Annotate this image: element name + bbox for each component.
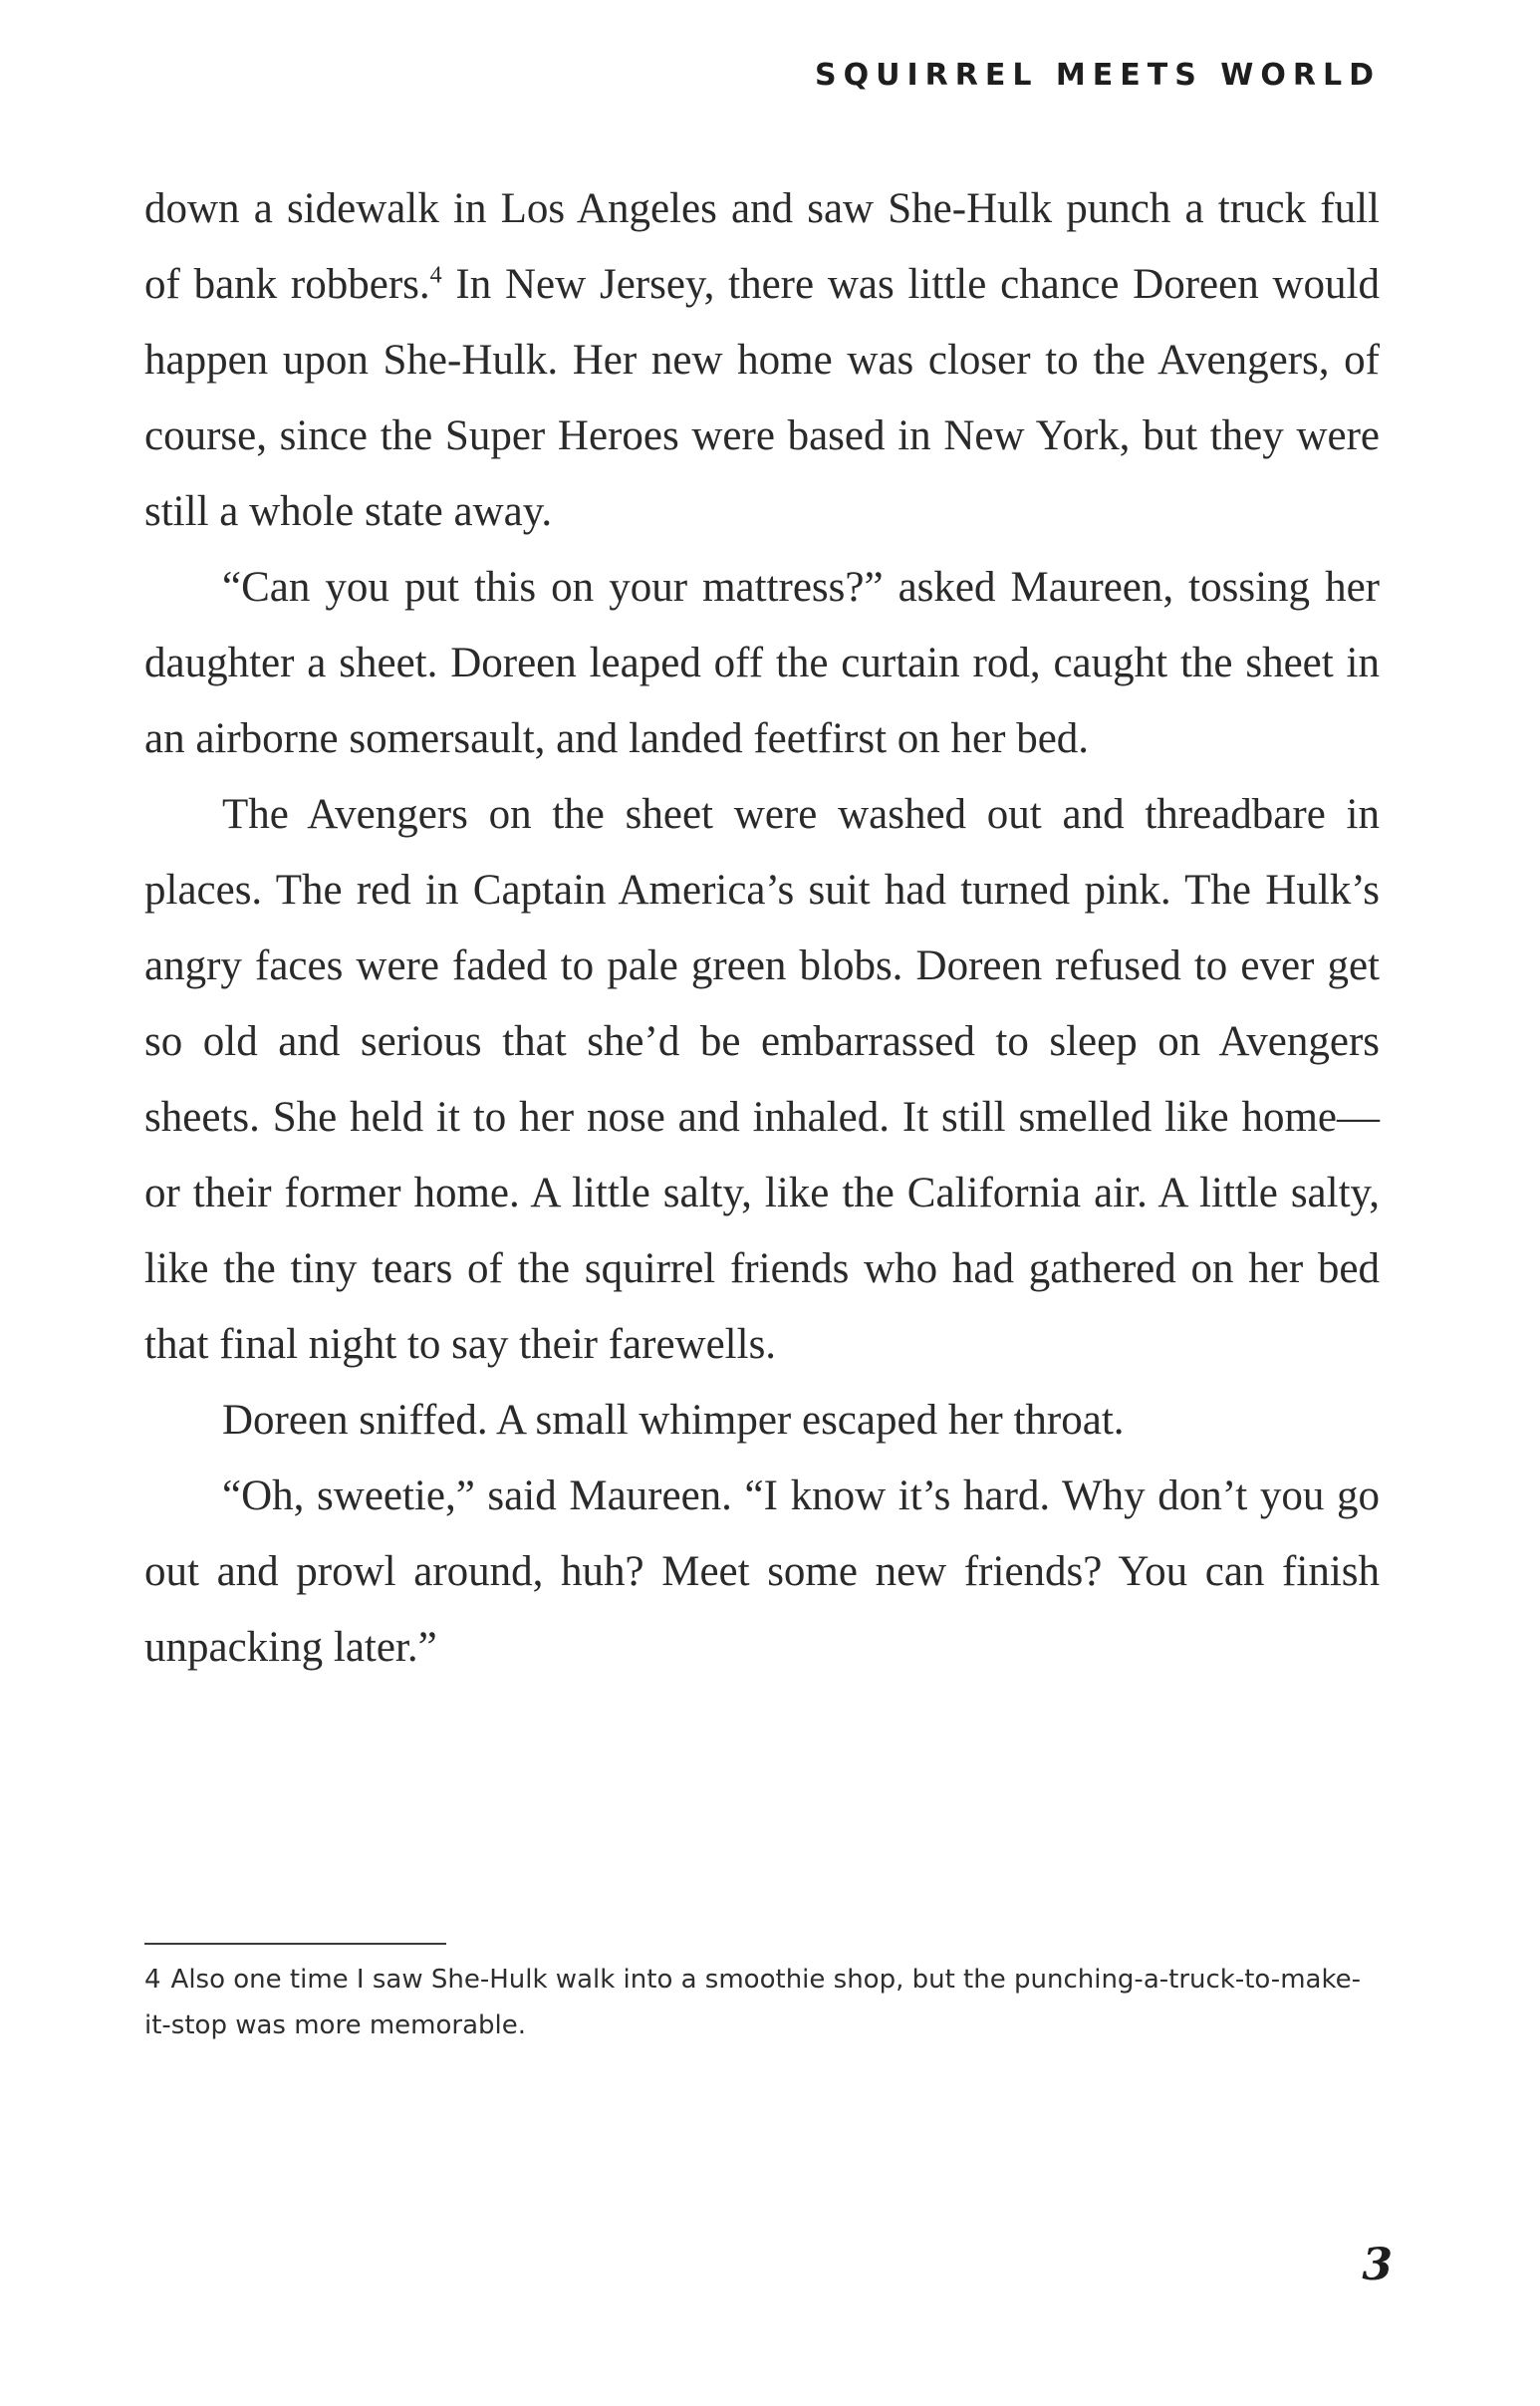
- page-number: 3: [1362, 2240, 1393, 2290]
- footnote-divider: [144, 1943, 446, 1945]
- paragraph-1: [144, 171, 1380, 550]
- paragraph-3: The Avengers on the sheet were washed out and threadbare in places. The red in Captain America’s suit had turned pink. The Hulk’s angry faces were faded to pale green blobs. Doreen refused to ever get so old and serious that she’d be embarrassed to sleep on Avengers sheets. She held it to her nose and inhaled. It still smelled like home—or their former home. A little salty, like the California air. A little salty, like the tiny tears of the squirrel friends who had gathered on her bed that final night to say their farewells.: [144, 791, 1380, 1368]
- paragraph-2: “Can you put this on your mattress?” asked Maureen, tossing her daughter a sheet. Doreen leaped off the curtain rod, caught the sheet in an airborne somersault, and landed feetfirst on her bed.: [144, 564, 1380, 762]
- paragraph-1-continued: In New Jersey, there was little chance Doreen would happen upon She-Hulk. Her new home was closer to the Avengers, of course, since the Super Heroes were based in New York, but they were still a whole state away.: [144, 261, 1380, 535]
- body-text: [144, 171, 1380, 1686]
- footnote-reference[interactable]: 4: [429, 262, 442, 289]
- paragraph-4: Doreen sniffed. A small whimper escaped her throat.: [222, 1397, 1125, 1444]
- running-head: SQUIRREL MEETS WORLD: [815, 58, 1381, 93]
- footnote: [144, 1957, 1382, 2048]
- paragraph-1-text: down a sidewalk in Los Angeles and saw She-Hulk punch a truck full of bank robbers.: [144, 185, 1380, 308]
- footnote-text: Also one time I saw She-Hulk walk into a smoothie shop, but the punching-a-truck-to-make-it-stop was more memorable.: [144, 1965, 1361, 2040]
- footnote-number: 4: [144, 1965, 161, 1995]
- paragraph-5: “Oh, sweetie,” said Maureen. “I know it’s hard. Why don’t you go out and prowl around, huh? Meet some new friends? You can finish unpacking later.”: [144, 1472, 1380, 1671]
